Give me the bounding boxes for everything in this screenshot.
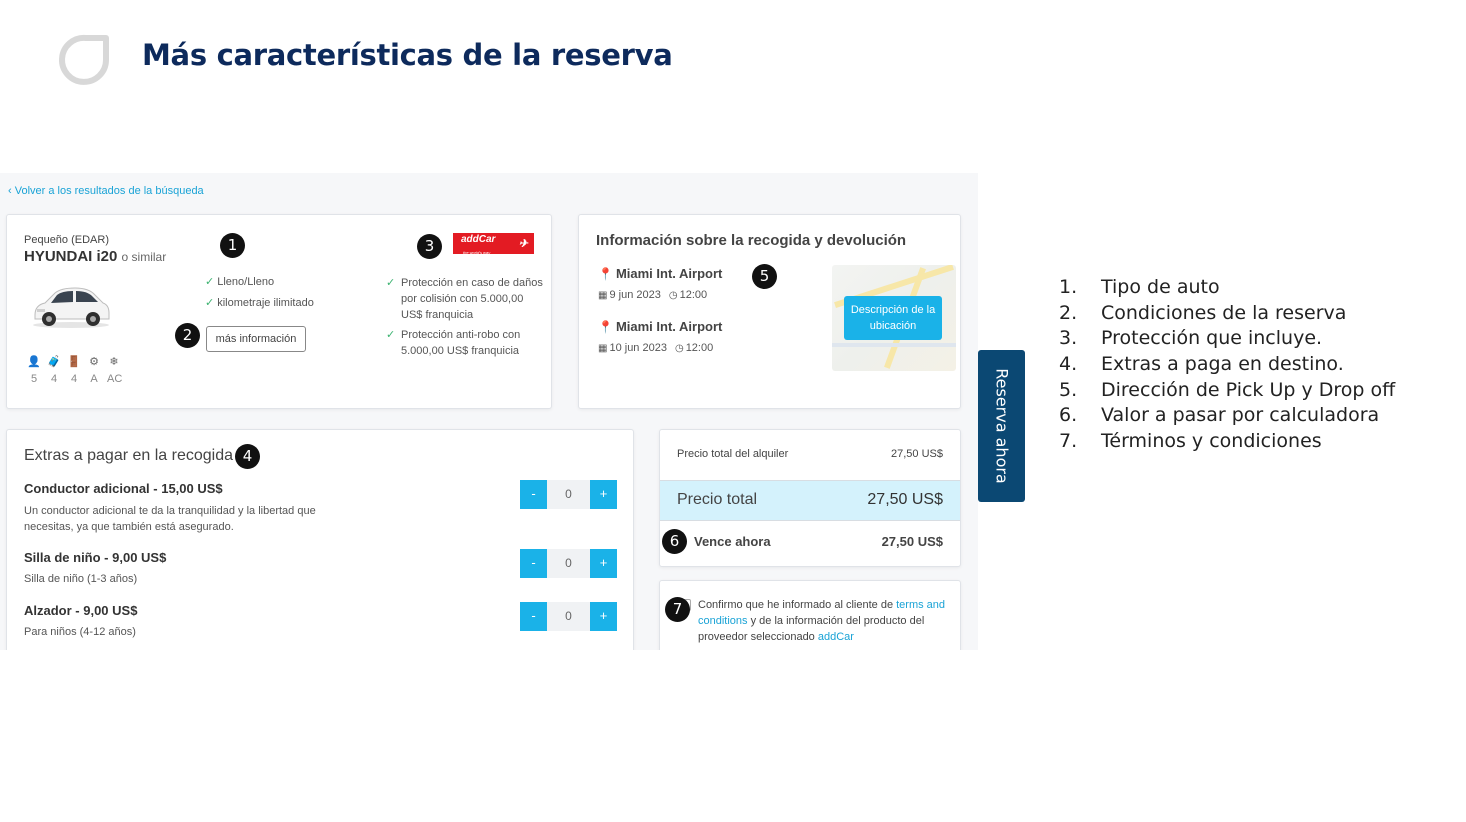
car-specs (27, 355, 121, 385)
supplier-logo-name: addCar (461, 234, 496, 245)
pickup-place-label: Miami Int. Airport (615, 266, 723, 281)
clock-icon: ◷ (668, 290, 678, 301)
legend-text: Valor a pasar por calculadora (1101, 404, 1380, 427)
car-door-icon: 🚪 (67, 356, 81, 368)
due-now-row (660, 522, 960, 566)
price-card (659, 429, 961, 567)
legend-text: Extras a paga en destino. (1101, 353, 1344, 376)
legend-number: 4. (1059, 353, 1078, 376)
quantity-value[interactable]: 0 (547, 480, 590, 509)
increment-button[interactable]: + (590, 602, 617, 631)
quantity-stepper (520, 480, 617, 509)
dropoff-time: 12:00 (685, 342, 714, 354)
car-model (24, 248, 166, 265)
back-to-results-link[interactable]: ‹ Volver a los resultados de la búsqueda (8, 185, 204, 197)
spec-doors (67, 355, 81, 385)
increment-button[interactable]: + (590, 480, 617, 509)
feature-label: Lleno/Lleno (217, 276, 275, 288)
dropoff-place-label: Miami Int. Airport (615, 319, 723, 334)
extras-title: Extras a pagar en la recogida (24, 447, 234, 464)
suitcase-icon: 🧳 (47, 356, 61, 368)
location-card (578, 214, 961, 409)
calendar-icon: ▦ (598, 343, 608, 354)
slide-title: Más características de la reserva (142, 38, 673, 72)
clock-icon: ◷ (674, 343, 684, 354)
calendar-icon: ▦ (598, 290, 608, 301)
increment-button[interactable]: + (590, 549, 617, 578)
car-card (6, 214, 552, 409)
dropoff-date: 10 jun 2023 (609, 342, 667, 354)
callout-badge-6: 6 (662, 529, 687, 554)
dropoff-place (598, 319, 722, 334)
extra-name: Alzador - 9,00 US$ (24, 603, 138, 618)
feature-fuel (205, 275, 274, 288)
snowflake-icon: ❄ (109, 356, 119, 368)
supplier-logo-tagline: the world's way (463, 250, 491, 255)
car-model-name: HYUNDAI i20 (24, 248, 118, 265)
legend-number: 6. (1059, 404, 1078, 427)
callout-badge-7: 7 (665, 597, 690, 622)
legend-text: Condiciones de la reserva (1101, 301, 1347, 324)
protection-theft (386, 327, 546, 359)
extra-name: Silla de niño - 9,00 US$ (24, 550, 167, 565)
dropoff-datetime (598, 342, 713, 354)
quantity-stepper (520, 549, 617, 578)
total-price-label: Precio total (677, 491, 758, 508)
check-icon: ✓ (205, 297, 215, 309)
legend-number: 3. (1059, 327, 1078, 350)
rental-price-value: 27,50 US$ (891, 448, 943, 460)
total-price-row (660, 480, 960, 521)
booking-screenshot (0, 173, 978, 650)
legend-text: Protección que incluye. (1101, 327, 1323, 350)
check-icon: ✓ (386, 329, 396, 341)
terms-text-part: y de la información del producto del proveedor seleccionado (698, 615, 925, 643)
check-icon: ✓ (386, 277, 396, 289)
location-description-button[interactable]: Descripción de la ubicación (844, 296, 942, 340)
supplier-link[interactable]: addCar (817, 631, 854, 643)
legend-number: 1. (1059, 276, 1078, 298)
reserve-now-button[interactable] (978, 350, 1025, 502)
terms-card (659, 580, 961, 650)
feature-mileage (205, 296, 314, 309)
gearbox-icon: ⚙ (89, 356, 99, 368)
terms-text (698, 597, 948, 645)
quantity-value[interactable]: 0 (547, 549, 590, 578)
due-now-value: 27,50 US$ (881, 534, 943, 549)
extra-name: Conductor adicional - 15,00 US$ (24, 481, 223, 496)
extra-description: Un conductor adicional te da la tranquilidad y la libertad que necesitas, ya que también está asegurado. (24, 505, 316, 533)
map-pin-icon: 📍 (598, 267, 613, 281)
protection-collision (386, 275, 546, 323)
feature-label: kilometraje ilimitado (217, 297, 314, 309)
reserve-now-label: Reserva ahora (992, 368, 1011, 484)
protection-label: Protección anti-robo con 5.000,00 US$ franquicia (401, 329, 521, 357)
legend-text: Tipo de auto (1101, 276, 1220, 298)
terms-text-part: Confirmo que he informado al cliente de (698, 599, 897, 611)
world-map-icon: ✈ (518, 238, 528, 250)
car-similar: o similar (121, 250, 167, 264)
extras-card (6, 429, 634, 650)
callout-badge-5: 5 (752, 264, 777, 289)
quantity-value[interactable]: 0 (547, 602, 590, 631)
extra-description: Silla de niño (1-3 años) (24, 573, 138, 585)
decrement-button[interactable]: - (520, 549, 547, 578)
rental-price-row (660, 430, 960, 480)
spec-value: AC (107, 373, 123, 385)
rental-price-label: Precio total del alquiler (677, 448, 789, 460)
pickup-datetime (598, 289, 707, 301)
callout-badge-3: 3 (417, 234, 442, 259)
callout-badge-4: 4 (235, 444, 260, 469)
check-icon: ✓ (205, 276, 215, 288)
map-pin-icon: 📍 (598, 320, 613, 334)
callout-badge-1: 1 (220, 233, 245, 258)
pickup-date: 9 jun 2023 (609, 289, 661, 301)
spec-value: 4 (70, 373, 78, 385)
legend-text: Términos y condiciones (1101, 430, 1322, 453)
terms-link[interactable]: terms and conditions (698, 599, 946, 627)
map-road (832, 343, 956, 347)
person-icon: 👤 (27, 356, 41, 368)
decrement-button[interactable]: - (520, 480, 547, 509)
quantity-stepper (520, 602, 617, 631)
protection-label: Protección en caso de daños por colisión con 5.000,00 US$ franquicia (401, 277, 543, 321)
supplier-logo (453, 233, 534, 254)
callout-badge-2: 2 (175, 323, 200, 348)
location-title: Información sobre la recogida y devolución (596, 232, 907, 249)
spec-transmission (87, 355, 101, 385)
legend-number: 2. (1059, 301, 1078, 324)
total-price-value: 27,50 US$ (867, 491, 943, 508)
spec-passengers (27, 355, 41, 385)
legend-number: 7. (1059, 430, 1078, 453)
due-now-label: Vence ahora (694, 534, 771, 549)
car-image (29, 279, 113, 331)
spec-value: 4 (50, 373, 58, 385)
car-class: Pequeño (EDAR) (24, 234, 109, 246)
spec-value: A (90, 373, 98, 385)
spec-ac (107, 355, 121, 385)
legend-number: 5. (1059, 378, 1078, 401)
legend-text: Dirección de Pick Up y Drop off (1101, 378, 1396, 401)
pickup-time: 12:00 (679, 289, 708, 301)
decrement-button[interactable]: - (520, 602, 547, 631)
extra-description: Para niños (4-12 años) (24, 626, 136, 638)
spec-value: 5 (30, 373, 38, 385)
pickup-place (598, 266, 722, 281)
brand-logo-icon (56, 32, 110, 86)
more-info-button[interactable]: más información (206, 326, 306, 352)
spec-luggage (47, 355, 61, 385)
